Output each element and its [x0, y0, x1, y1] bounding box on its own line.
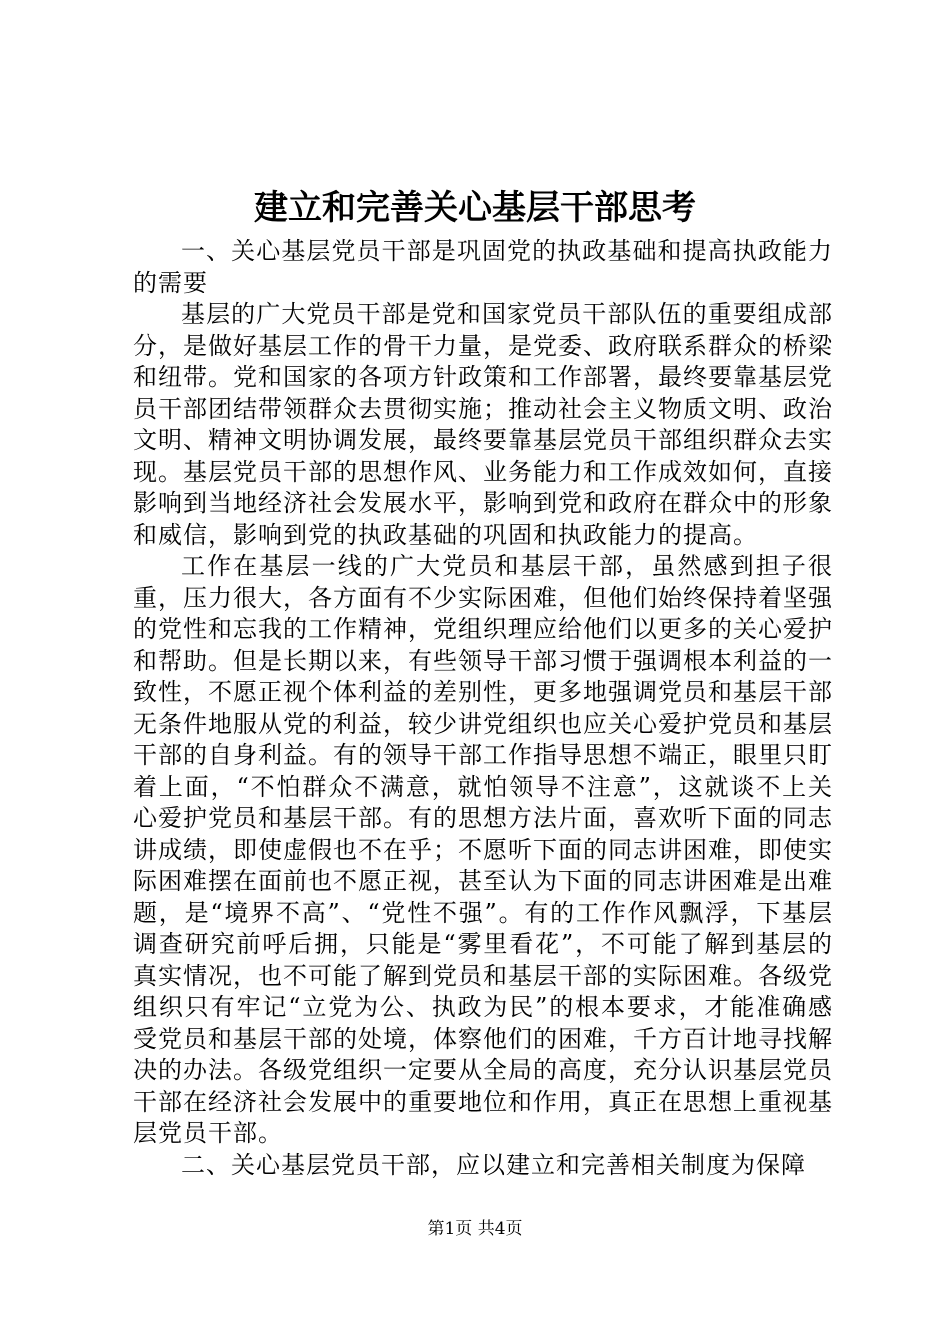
paragraph-section-2-heading: 二、关心基层党员干部，应以建立和完善相关制度为保障 [181, 1150, 806, 1179]
paragraph: 基层的广大党员干部是党和国家党员干部队伍的重要组成部分，是做好基层工作的骨干力量，是党委、政府联系群众的桥梁和纽带。党和国家的各项方针政策和工作部署，最终要靠基层党员干部团结带领群众去贯彻实施；推动社会主义物质文明、政治文明、精神文明协调发展，最终要靠基层党员干部组织群众去实现。基层党员干部的思想作风、业务能力和工作成效如何，直接影响到当地经济社会发展水平，影响到党和政府在群众中的形象和威信，影响到党的执政基础的巩固和执政能力的提高。 [133, 300, 833, 549]
paragraph-section-1-heading: 一、关心基层党员干部是巩固党的执政基础和提高执政能力的需要 [133, 237, 833, 297]
document-body [133, 236, 833, 1181]
paragraph: 工作在基层一线的广大党员和基层干部，虽然感到担子很重，压力很大，各方面有不少实际困难，但他们始终保持着坚强的党性和忘我的工作精神，党组织理应给他们以更多的关心爱护和帮助。但是长期以来，有些领导干部习惯于强调根本利益的一致性，不愿正视个体利益的差别性，更多地强调党员和基层干部无条件地服从党的利益，较少讲党组织也应关心爱护党员和基层干部的自身利益。有的领导干部工作指导思想不端正，眼里只盯着上面，“不怕群众不满意，就怕领导不注意”，这就谈不上关心爱护党员和基层干部。有的思想方法片面，喜欢听下面的同志讲成绩，即使虚假也不在乎；不愿听下面的同志讲困难，即使实际困难摆在面前也不愿正视，甚至认为下面的同志讲困难是出难题，是“境界不高”、“党性不强”。有的工作作风飘浮，下基层调查研究前呼后拥，只能是“雾里看花”，不可能了解到基层的真实情况，也不可能了解到党员和基层干部的实际困难。各级党组织只有牢记“立党为公、执政为民”的根本要求，才能准确感受党员和基层干部的处境，体察他们的困难，千方百计地寻找解决的办法。各级党组织一定要从全局的高度，充分认识基层党员干部在经济社会发展中的重要地位和作用，真正在思想上重视基层党员干部。 [133, 552, 833, 1147]
document-title: 建立和完善关心基层干部思考 [254, 188, 696, 228]
page-number-footer: 第1页 共4页 [427, 1219, 523, 1239]
